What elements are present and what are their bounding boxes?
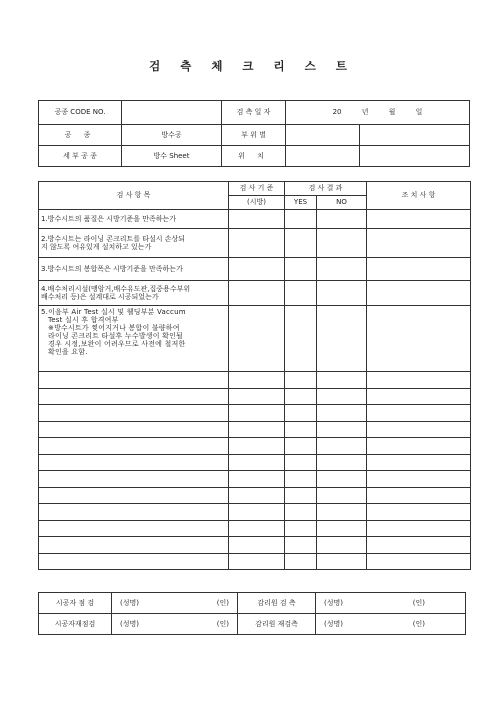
standard-cell[interactable]	[229, 421, 285, 438]
no-cell[interactable]	[317, 487, 367, 504]
name-label: (성명)	[324, 619, 343, 628]
table-row	[39, 421, 471, 438]
action-cell[interactable]	[367, 454, 471, 471]
standard-cell[interactable]	[229, 210, 285, 229]
standard-cell[interactable]	[229, 229, 285, 258]
yes-cell[interactable]	[285, 388, 317, 405]
detail-label: 세 부 공 종	[39, 146, 122, 167]
trade-label: 공 종	[39, 125, 122, 146]
action-cell[interactable]	[367, 438, 471, 455]
standard-cell[interactable]	[229, 372, 285, 389]
location-extra-field[interactable]	[360, 146, 470, 167]
code-label: 공종 CODE NO.	[39, 101, 122, 125]
check-item-4	[39, 281, 229, 306]
header-result: 검 사 결 과	[285, 182, 367, 196]
location-value-field[interactable]	[286, 146, 360, 167]
seal-label: (인)	[412, 598, 425, 607]
yes-cell[interactable]	[285, 438, 317, 455]
item-cell[interactable]	[39, 471, 229, 488]
contractor-check-label: 시공자 점 검	[39, 593, 112, 614]
item-cell[interactable]	[39, 388, 229, 405]
yes-cell[interactable]	[285, 471, 317, 488]
part-value-field[interactable]	[286, 125, 360, 146]
action-cell[interactable]	[367, 306, 471, 372]
no-cell[interactable]	[317, 438, 367, 455]
name-label: (성명)	[324, 598, 343, 607]
yes-cell[interactable]	[285, 537, 317, 554]
date-value[interactable]: 20 년 월 일	[286, 101, 470, 125]
header-action: 조 치 사 항	[367, 182, 471, 210]
yes-cell[interactable]	[285, 421, 317, 438]
item-cell[interactable]	[39, 421, 229, 438]
header-standard-sub: (시방)	[229, 196, 285, 210]
no-cell[interactable]	[317, 210, 367, 229]
table-row	[39, 388, 471, 405]
supervisor-check-label: 감리원 검 측	[238, 593, 316, 614]
standard-cell[interactable]	[229, 438, 285, 455]
supervisor-check-sign[interactable]	[316, 593, 466, 614]
table-row	[39, 281, 471, 306]
yes-cell[interactable]	[285, 372, 317, 389]
action-cell[interactable]	[367, 471, 471, 488]
detail-value: 방수 Sheet	[122, 146, 222, 167]
table-row	[39, 210, 471, 229]
no-cell[interactable]	[317, 306, 367, 372]
standard-cell[interactable]	[229, 537, 285, 554]
standard-cell[interactable]	[229, 504, 285, 521]
action-cell[interactable]	[367, 553, 471, 570]
no-cell[interactable]	[317, 520, 367, 537]
standard-cell[interactable]	[229, 405, 285, 422]
no-cell[interactable]	[317, 471, 367, 488]
item-cell[interactable]	[39, 520, 229, 537]
header-items: 검 사 항 목	[39, 182, 229, 210]
page-title: 검 측 체 크 리 스 트	[149, 59, 355, 73]
standard-cell[interactable]	[229, 454, 285, 471]
supervisor-recheck-sign[interactable]	[316, 614, 466, 635]
standard-cell[interactable]	[229, 388, 285, 405]
check-item-5-line4: 라이닝 콘크리트 타설후 누수발생이 확인될	[48, 332, 184, 341]
table-row	[39, 229, 471, 258]
contractor-recheck-sign[interactable]	[112, 614, 238, 635]
yes-cell[interactable]	[285, 281, 317, 306]
table-row	[39, 471, 471, 488]
yes-cell[interactable]	[285, 520, 317, 537]
trade-value: 방수공	[122, 125, 222, 146]
standard-cell[interactable]	[229, 281, 285, 306]
code-value-field[interactable]	[122, 101, 222, 125]
check-item-5-line6: 확인을 요함.	[48, 348, 88, 357]
table-row	[39, 553, 471, 570]
item-cell[interactable]	[39, 405, 229, 422]
action-cell[interactable]	[367, 520, 471, 537]
table-row	[39, 306, 471, 372]
action-cell[interactable]	[367, 537, 471, 554]
contractor-check-sign[interactable]	[112, 593, 238, 614]
item-cell[interactable]	[39, 438, 229, 455]
table-row	[39, 537, 471, 554]
standard-cell[interactable]	[229, 520, 285, 537]
no-cell[interactable]	[317, 537, 367, 554]
check-item-5-line1: 5.이음부 Air Test 실시 및 웰딩부분 Vaccum	[41, 308, 186, 316]
no-cell[interactable]	[317, 504, 367, 521]
item-cell[interactable]	[39, 372, 229, 389]
part-label: 부 위 별	[222, 125, 286, 146]
action-cell[interactable]	[367, 229, 471, 258]
yes-cell[interactable]	[285, 210, 317, 229]
standard-cell[interactable]	[229, 487, 285, 504]
action-cell[interactable]	[367, 210, 471, 229]
table-row	[39, 504, 471, 521]
action-cell[interactable]	[367, 388, 471, 405]
check-item-5-line2: Test 실시 후 합격여부	[48, 316, 119, 325]
seal-label: (인)	[216, 619, 229, 628]
name-label: (성명)	[120, 598, 139, 607]
check-item-3: 3.방수시트의 봉합폭은 시방기준을 만족하는가	[39, 258, 229, 281]
no-cell[interactable]	[317, 388, 367, 405]
part-extra-field[interactable]	[360, 125, 470, 146]
yes-cell[interactable]	[285, 504, 317, 521]
item-cell[interactable]	[39, 454, 229, 471]
check-item-2-line1: 2.방수시트는 라이닝 콘크리트를 타설시 손상되	[41, 234, 186, 243]
contractor-recheck-label: 시공자재점검	[39, 614, 112, 635]
checklist-table	[38, 181, 471, 570]
action-cell[interactable]	[367, 487, 471, 504]
seal-label: (인)	[216, 598, 229, 607]
check-item-5-line3: ※방수시트가 찢어지거나 봉합이 불량하여	[48, 324, 180, 333]
name-label: (성명)	[120, 619, 139, 628]
table-row	[39, 454, 471, 471]
check-item-5	[39, 306, 229, 372]
no-cell[interactable]	[317, 229, 367, 258]
table-row	[39, 438, 471, 455]
supervisor-recheck-label: 감리원 재검측	[238, 614, 316, 635]
yes-cell[interactable]	[285, 405, 317, 422]
yes-cell[interactable]	[285, 306, 317, 372]
standard-cell[interactable]	[229, 306, 285, 372]
check-item-5-line5: 경우 시정,보완이 어려우므로 사전에 철저한	[48, 340, 186, 349]
date-label: 검 측 일 자	[222, 101, 286, 125]
check-item-4-line1: 4.배수처리시설(맹암거,배수유도관,집중용수부위	[41, 284, 191, 293]
yes-cell[interactable]	[285, 229, 317, 258]
table-row	[39, 258, 471, 281]
check-item-1: 1.방수시트의 품질은 시방기준을 만족하는가	[39, 210, 229, 229]
item-cell[interactable]	[39, 553, 229, 570]
item-cell[interactable]	[39, 487, 229, 504]
standard-cell[interactable]	[229, 553, 285, 570]
item-cell[interactable]	[39, 504, 229, 521]
seal-label: (인)	[412, 619, 425, 628]
action-cell[interactable]	[367, 258, 471, 281]
no-cell[interactable]	[317, 258, 367, 281]
no-cell[interactable]	[317, 281, 367, 306]
item-cell[interactable]	[39, 537, 229, 554]
yes-cell[interactable]	[285, 258, 317, 281]
no-cell[interactable]	[317, 553, 367, 570]
yes-cell[interactable]	[285, 553, 317, 570]
action-cell[interactable]	[367, 421, 471, 438]
no-cell[interactable]	[317, 421, 367, 438]
action-cell[interactable]	[367, 405, 471, 422]
location-label: 위 치	[222, 146, 286, 167]
header-yes: YES	[285, 196, 317, 210]
yes-cell[interactable]	[285, 487, 317, 504]
standard-cell[interactable]	[229, 471, 285, 488]
table-row	[39, 372, 471, 389]
yes-cell[interactable]	[285, 454, 317, 471]
table-row	[39, 405, 471, 422]
action-cell[interactable]	[367, 281, 471, 306]
action-cell[interactable]	[367, 372, 471, 389]
no-cell[interactable]	[317, 405, 367, 422]
no-cell[interactable]	[317, 372, 367, 389]
check-item-2	[39, 229, 229, 258]
check-item-2-line2: 지 않도록 여유있게 설치하고 있는가	[41, 243, 152, 251]
no-cell[interactable]	[317, 454, 367, 471]
empty-rows	[39, 372, 471, 570]
info-table	[38, 100, 470, 167]
table-row	[39, 487, 471, 504]
signature-table	[38, 592, 466, 635]
check-item-4-line2: 배수처리 등)은 설계대로 시공되었는가	[41, 293, 159, 301]
table-row	[39, 520, 471, 537]
header-no: NO	[317, 196, 367, 210]
action-cell[interactable]	[367, 504, 471, 521]
header-standard: 검 사 기 준	[229, 182, 285, 196]
standard-cell[interactable]	[229, 258, 285, 281]
